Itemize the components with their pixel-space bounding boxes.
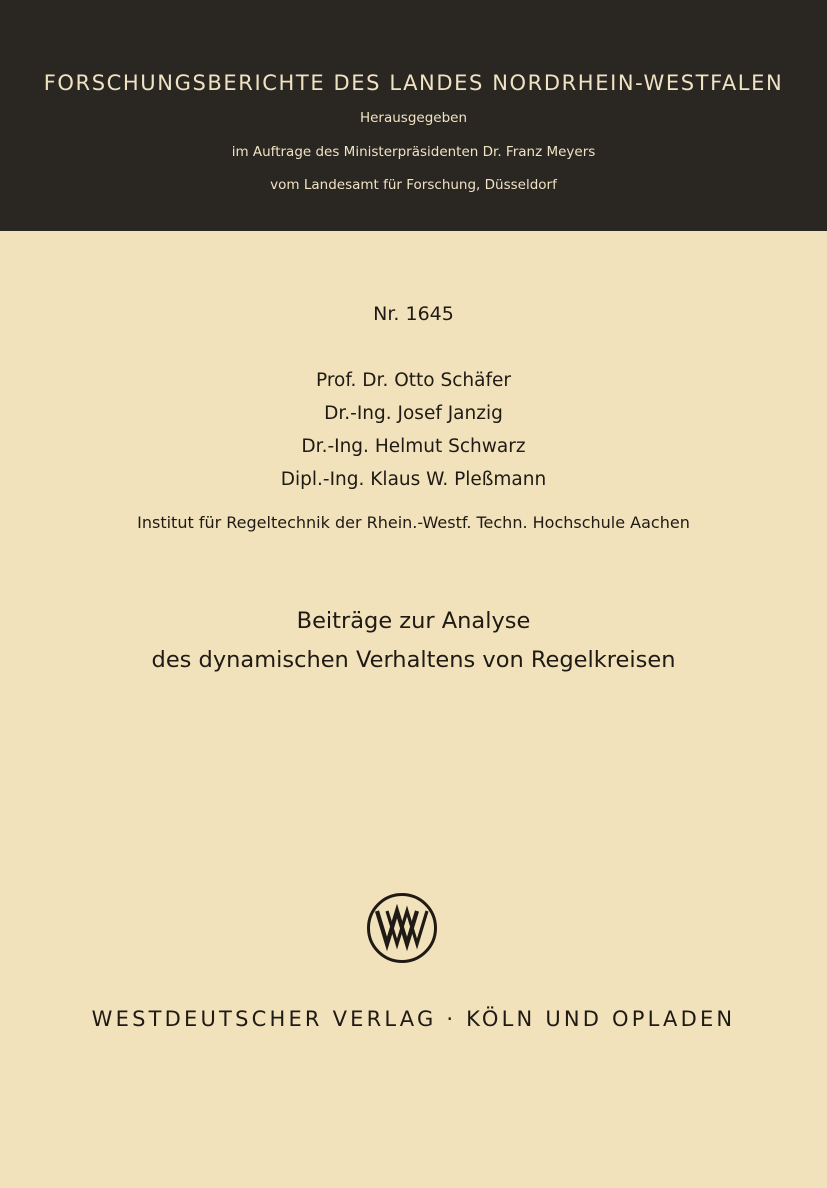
book-title-line-1: Beiträge zur Analyse — [296, 608, 531, 634]
publisher: WESTDEUTSCHER VERLAG · KÖLN UND OPLADEN — [91, 1007, 736, 1031]
author-4: Dipl.-Ing. Klaus W. Pleßmann — [280, 469, 547, 490]
header-band — [0, 0, 827, 231]
author-1: Prof. Dr. Otto Schäfer — [316, 370, 511, 391]
report-number: Nr. 1645 — [373, 303, 454, 325]
editor-line: Herausgegeben — [359, 110, 468, 126]
book-title-line-2: des dynamischen Verhaltens von Regelkreisen — [151, 647, 676, 673]
commission-line: im Auftrage des Ministerpräsidenten Dr. Franz Meyers — [231, 144, 596, 160]
ww-circle-logo-icon — [366, 892, 438, 964]
author-3: Dr.-Ing. Helmut Schwarz — [301, 436, 526, 457]
series-title: FORSCHUNGSBERICHTE DES LANDES NORDRHEIN-WESTFALEN — [43, 71, 784, 95]
institute: Institut für Regeltechnik der Rhein.-Westf. Techn. Hochschule Aachen — [137, 513, 690, 532]
author-2: Dr.-Ing. Josef Janzig — [324, 403, 503, 424]
office-line: vom Landesamt für Forschung, Düsseldorf — [270, 177, 557, 193]
